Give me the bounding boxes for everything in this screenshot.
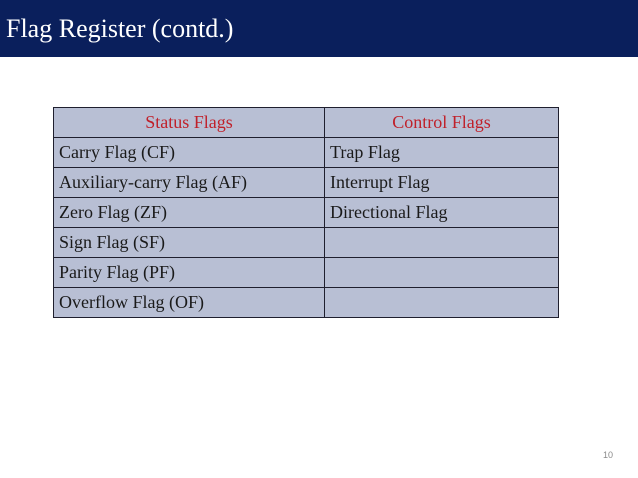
control-flag-cell <box>325 288 559 318</box>
control-flag-cell <box>325 228 559 258</box>
table-row <box>54 258 559 288</box>
status-flag-cell: Parity Flag (PF) <box>54 258 325 288</box>
title-bar <box>0 0 638 57</box>
status-flags-header: Status Flags <box>54 108 325 138</box>
flags-table <box>53 107 559 318</box>
status-flag-cell: Overflow Flag (OF) <box>54 288 325 318</box>
status-flag-cell: Sign Flag (SF) <box>54 228 325 258</box>
control-flags-header: Control Flags <box>325 108 559 138</box>
table-row <box>54 288 559 318</box>
control-flag-cell: Directional Flag <box>325 198 559 228</box>
status-flag-cell: Auxiliary-carry Flag (AF) <box>54 168 325 198</box>
status-flag-cell: Zero Flag (ZF) <box>54 198 325 228</box>
table-row <box>54 228 559 258</box>
table-row <box>54 168 559 198</box>
table-header-row <box>54 108 559 138</box>
control-flag-cell: Interrupt Flag <box>325 168 559 198</box>
table-row <box>54 198 559 228</box>
page-number: 10 <box>602 450 613 460</box>
control-flag-cell <box>325 258 559 288</box>
slide-title: Flag Register (contd.) <box>6 14 234 43</box>
status-flag-cell: Carry Flag (CF) <box>54 138 325 168</box>
table-row <box>54 138 559 168</box>
control-flag-cell: Trap Flag <box>325 138 559 168</box>
